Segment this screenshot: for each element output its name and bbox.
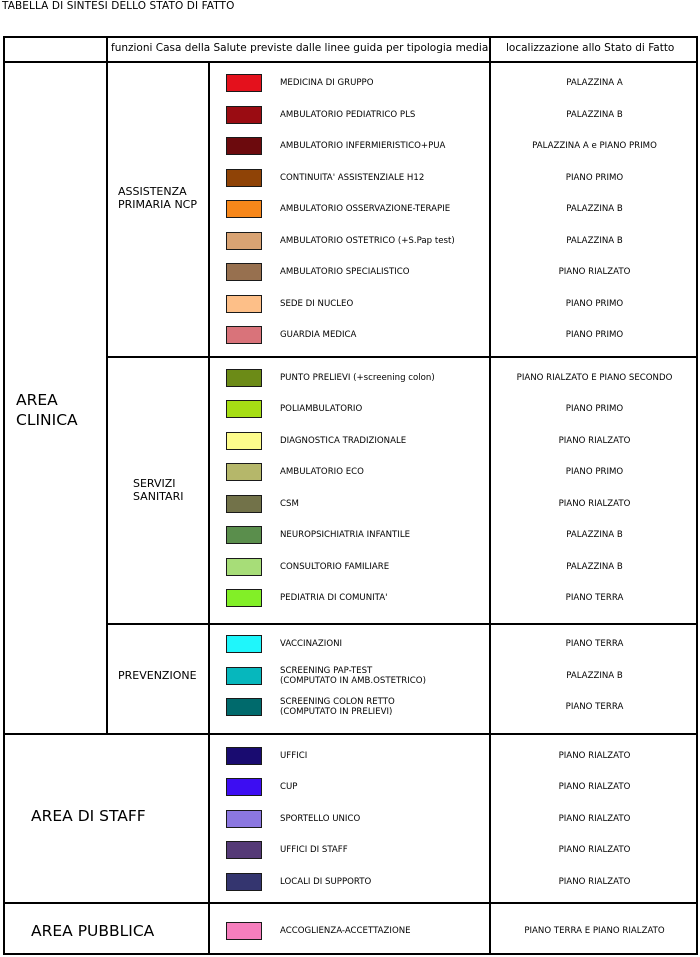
table-row [3,557,698,577]
function-name-text: VACCINAZIONI [280,639,343,649]
table-row [3,921,698,941]
function-name-text: UFFICI DI STAFF [280,845,348,855]
function-name-text: SCREENING COLON RETTO (COMPUTATO IN PRELIEVI) [280,697,395,717]
area-pubblica-label: AREA PUBBLICA [31,922,155,940]
function-name [280,294,353,314]
function-name [280,262,410,282]
function-location: PIANO RIALZATO [558,845,631,855]
function-name [280,840,348,860]
color-swatch [226,526,262,544]
function-name-text: CONSULTORIO FAMILIARE [280,562,390,572]
function-name [280,73,374,93]
function-name [280,494,299,514]
color-swatch [226,169,262,187]
function-name-text: LOCALI DI SUPPORTO [280,877,372,887]
function-name-text: AMBULATORIO PEDIATRICO PLS [280,110,416,120]
function-name [280,777,297,797]
area-clinica-label: AREA CLINICA [16,391,78,429]
function-name-text: GUARDIA MEDICA [280,330,357,340]
function-name-text: SCREENING PAP-TEST (COMPUTATO IN AMB.OSTETRICO) [280,666,426,686]
table-row [3,231,698,251]
function-name [280,666,426,686]
function-name [280,399,362,419]
function-location: PIANO PRIMO [565,467,624,477]
function-name-text: AMBULATORIO INFERMIERISTICO+PUA [280,141,446,151]
table-row [3,199,698,219]
color-swatch [226,432,262,450]
function-location: PALAZZINA A e PIANO PRIMO [532,141,657,151]
function-name-text: AMBULATORIO OSTETRICO (+S.Pap test) [280,236,455,246]
color-swatch [226,463,262,481]
color-swatch [226,778,262,796]
function-name [280,921,411,941]
function-location: PIANO PRIMO [565,173,624,183]
function-name-text: POLIAMBULATORIO [280,404,363,414]
divider-assistenza-servizi [106,356,698,358]
function-name-text: DIAGNOSTICA TRADIZIONALE [280,436,407,446]
function-name [280,697,395,717]
color-swatch [226,137,262,155]
function-location: PALAZZINA B [566,562,623,572]
table-row [3,431,698,451]
function-location: PIANO TERRA [565,702,624,712]
function-location: PIANO RIALZATO [558,814,631,824]
table-row [3,634,698,654]
color-swatch [226,841,262,859]
function-location: PALAZZINA B [566,530,623,540]
color-swatch [226,295,262,313]
table-row [3,105,698,125]
function-name [280,231,455,251]
table-row [3,399,698,419]
function-location: PIANO RIALZATO E PIANO SECONDO [516,373,673,383]
color-swatch [226,922,262,940]
table-row [3,872,698,892]
table-border-bottom [3,953,698,955]
function-name-text: CONTINUITA' ASSISTENZIALE H12 [280,173,425,183]
function-location: PIANO PRIMO [565,299,624,309]
color-swatch [226,589,262,607]
subarea-prevenzione-label: PREVENZIONE [118,669,197,682]
table-row [3,777,698,797]
function-name [280,168,424,188]
function-location: PIANO TERRA [565,639,624,649]
function-name [280,325,356,345]
function-location: PIANO PRIMO [565,404,624,414]
function-name-text: SEDE DI NUCLEO [280,299,354,309]
color-swatch [226,698,262,716]
function-name [280,525,410,545]
table-row [3,697,698,717]
color-swatch [226,106,262,124]
function-name-text: SPORTELLO UNICO [280,814,361,824]
table-row [3,294,698,314]
function-name-text: NEUROPSICHIATRIA INFANTILE [280,530,411,540]
function-name-text: PEDIATRIA DI COMUNITA' [280,593,388,603]
function-location: PALAZZINA A [566,78,623,88]
color-swatch [226,200,262,218]
table-row [3,262,698,282]
function-name [280,588,387,608]
function-name [280,431,406,451]
function-name-text: AMBULATORIO SPECIALISTICO [280,267,410,277]
function-location: PALAZZINA B [566,204,623,214]
function-name [280,809,360,829]
function-name-text: ACCOGLIENZA-ACCETTAZIONE [280,926,411,936]
function-location: PIANO RIALZATO [558,267,631,277]
table-row [3,809,698,829]
function-name-text: UFFICI [280,751,308,761]
header-location: localizzazione allo Stato di Fatto [506,42,675,54]
document-title: TABELLA DI SINTESI DELLO STATO DI FATTO [2,0,235,12]
function-name-text: CSM [280,499,299,509]
area-staff-label: AREA DI STAFF [31,807,146,825]
color-swatch [226,558,262,576]
function-name-text: AMBULATORIO OSSERVAZIONE-TERAPIE [280,204,451,214]
subarea-servizi-label: SERVIZI SANITARI [133,477,184,503]
color-swatch [226,747,262,765]
table-row [3,588,698,608]
function-name [280,872,371,892]
function-location: PIANO RIALZATO [558,751,631,761]
color-swatch [226,263,262,281]
color-swatch [226,400,262,418]
function-name [280,557,389,577]
color-swatch [226,232,262,250]
table-row [3,746,698,766]
function-name-text: PUNTO PRELIEVI (+screening colon) [280,373,435,383]
function-location: PALAZZINA B [566,671,623,681]
table-row [3,168,698,188]
function-name [280,136,445,156]
color-swatch [226,873,262,891]
color-swatch [226,369,262,387]
table-row [3,666,698,686]
function-location: PIANO RIALZATO [558,499,631,509]
table-row [3,73,698,93]
function-location: PIANO RIALZATO [558,877,631,887]
function-location: PIANO TERRA [565,593,624,603]
divider-servizi-prevenzione [106,623,698,625]
table-row [3,136,698,156]
table-row [3,494,698,514]
function-name-text: CUP [280,782,298,792]
function-name [280,105,415,125]
function-location: PALAZZINA B [566,236,623,246]
divider-staff-pubblica [3,902,698,904]
function-location: PIANO PRIMO [565,330,624,340]
table-row [3,368,698,388]
color-swatch [226,635,262,653]
color-swatch [226,74,262,92]
function-name-text: MEDICINA DI GRUPPO [280,78,374,88]
function-location: PIANO RIALZATO [558,782,631,792]
color-swatch [226,810,262,828]
table-row [3,840,698,860]
color-swatch [226,495,262,513]
color-swatch [226,326,262,344]
subarea-assistenza-label: ASSISTENZA PRIMARIA NCP [118,185,197,211]
color-swatch [226,667,262,685]
table-row [3,525,698,545]
function-name-text: AMBULATORIO ECO [280,467,364,477]
function-name [280,462,364,482]
function-name [280,634,342,654]
function-location: PALAZZINA B [566,110,623,120]
table-row [3,325,698,345]
function-name [280,368,435,388]
function-name [280,746,307,766]
header-functions: funzioni Casa della Salute previste dalle linee guida per tipologia media [111,42,489,54]
function-location: PIANO RIALZATO [558,436,631,446]
function-name [280,199,450,219]
summary-table [3,36,698,955]
function-location: PIANO TERRA E PIANO RIALZATO [524,926,665,936]
table-row [3,462,698,482]
